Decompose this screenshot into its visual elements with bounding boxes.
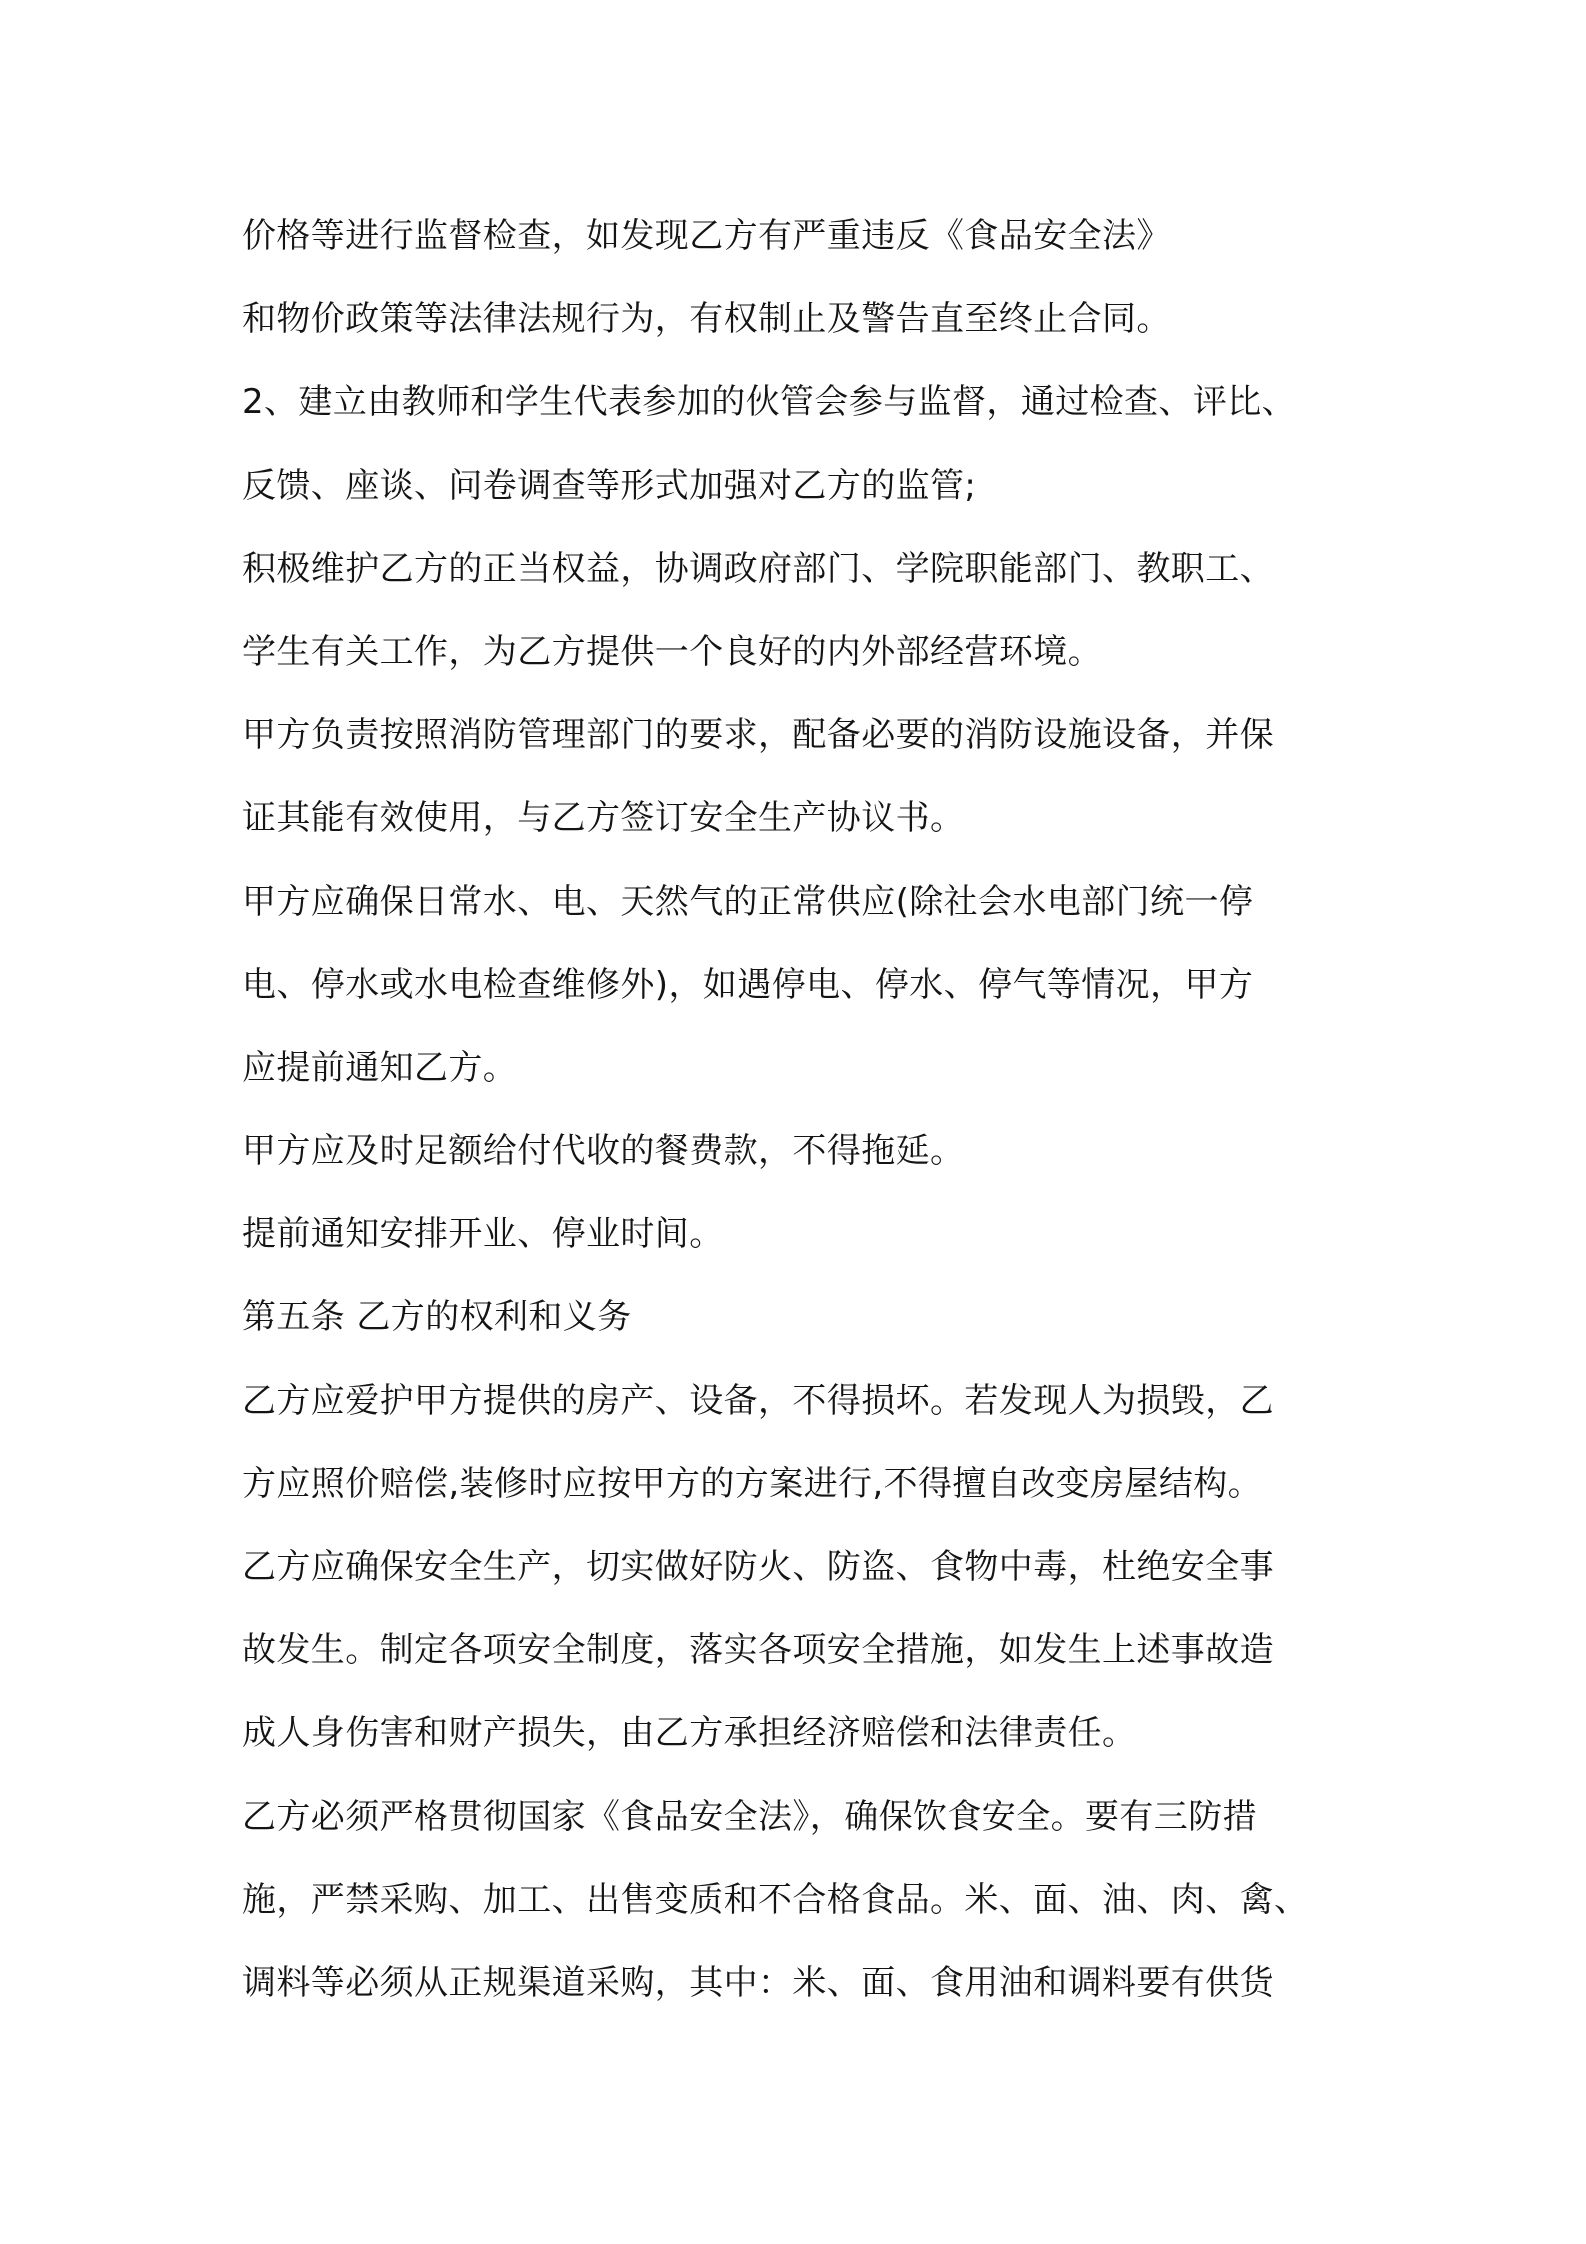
text-line: 甲方应及时足额给付代收的餐费款，不得拖延。 [242, 1131, 965, 1172]
text-line: 故发生。制定各项安全制度，落实各项安全措施，如发生上述事故造 [242, 1630, 1274, 1671]
text-line: 应提前通知乙方。 [242, 1047, 518, 1088]
text-line: 证其能有效使用，与乙方签订安全生产协议书。 [242, 798, 965, 839]
text-line: 价格等进行监督检查，如发现乙方有严重违反《食品安全法》 [242, 216, 1171, 256]
contract-body-text [242, 195, 1382, 2025]
text-line: 调料等必须从正规渠道采购，其中：米、面、食用油和调料要有供货 [242, 1962, 1274, 2003]
text-line: 积极维护乙方的正当权益，协调政府部门、学院职能部门、教职工、 [242, 548, 1274, 589]
text-line: 2、建立由教师和学生代表参加的伙管会参与监督，通过检查、评比、 [242, 382, 1297, 423]
text-line: 方应照价赔偿,装修时应按甲方的方案进行,不得擅自改变房屋结构。 [242, 1463, 1263, 1504]
text-line: 乙方应爱护甲方提供的房产、设备，不得损坏。若发现人为损毁，乙 [242, 1380, 1274, 1421]
text-line: 学生有关工作，为乙方提供一个良好的内外部经营环境。 [242, 631, 1102, 672]
text-line: 电、停水或水电检查维修外)，如遇停电、停水、停气等情况，甲方 [242, 964, 1254, 1005]
text-line: 反馈、座谈、问卷调查等形式加强对乙方的监管; [242, 465, 977, 506]
text-line: 成人身伤害和财产损失，由乙方承担经济赔偿和法律责任。 [242, 1713, 1137, 1754]
text-line: 乙方必须严格贯彻国家《食品安全法》，确保饮食安全。要有三防措 [242, 1796, 1257, 1837]
text-line: 乙方应确保安全生产，切实做好防火、防盗、食物中毒，杜绝安全事 [242, 1547, 1274, 1587]
text-line: 施，严禁采购、加工、出售变质和不合格食品。米、面、油、肉、禽、 [242, 1879, 1309, 1920]
text-line: 甲方应确保日常水、电、天然气的正常供应(除社会水电部门统一停 [242, 881, 1254, 922]
section-heading: 第五条 乙方的权利和义务 [242, 1297, 632, 1338]
text-line: 甲方负责按照消防管理部门的要求，配备必要的消防设施设备，并保 [242, 715, 1274, 756]
text-line: 和物价政策等法律法规行为，有权制止及警告直至终止合同。 [242, 299, 1171, 340]
text-line: 提前通知安排开业、停业时间。 [242, 1214, 724, 1255]
